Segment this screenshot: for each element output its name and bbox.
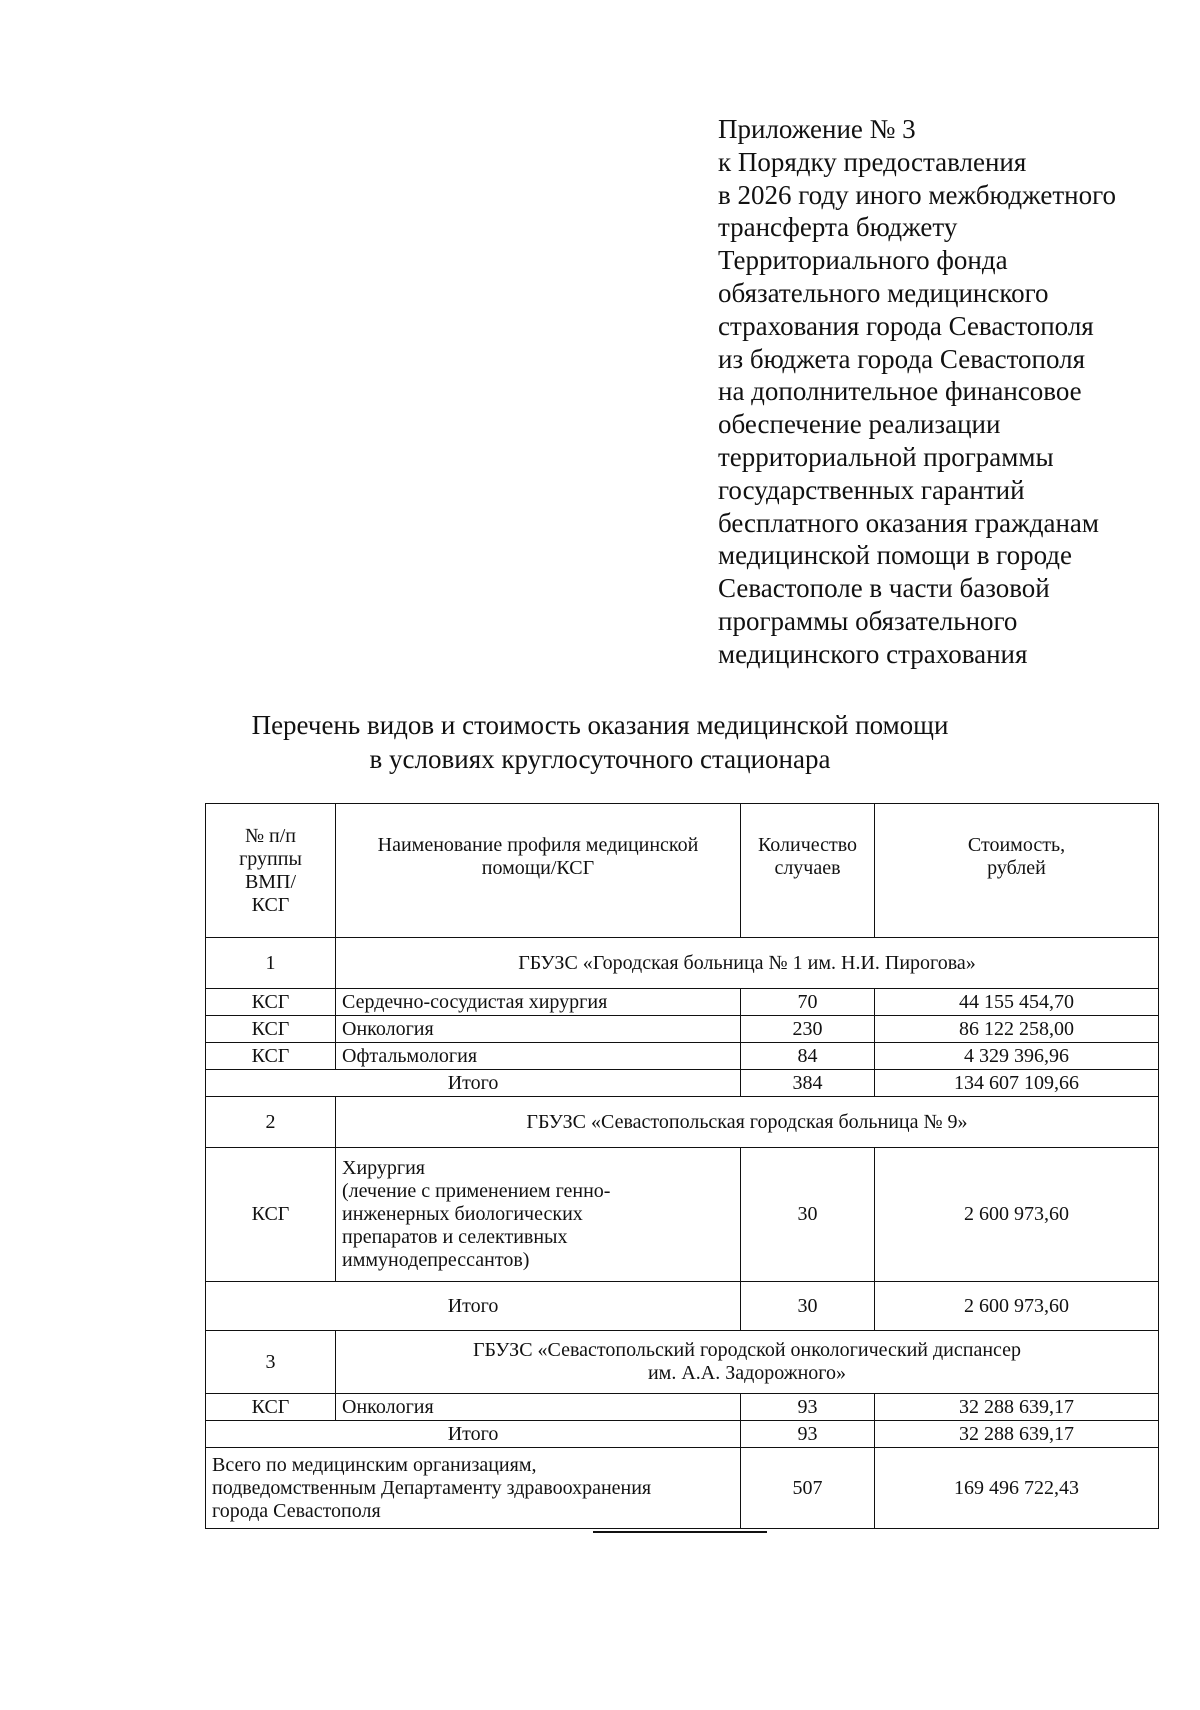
profile-name: Офтальмология <box>336 1043 741 1070</box>
annex-line: к Порядку предоставления <box>718 146 1027 177</box>
org-num: 3 <box>206 1331 336 1394</box>
document-title <box>150 708 1050 776</box>
annex-line: трансферта бюджету <box>718 212 958 243</box>
cost-value: 86 122 258,00 <box>875 1016 1159 1043</box>
annex-line: территориальной программы <box>718 441 1054 472</box>
org-row <box>206 1097 1159 1148</box>
services-table <box>205 803 1159 1529</box>
cost-value: 2 600 973,60 <box>875 1148 1159 1282</box>
profile-name: Сердечно-сосудистая хирургия <box>336 989 741 1016</box>
ksg-code: КСГ <box>206 1043 336 1070</box>
total-cost: 134 607 109,66 <box>875 1070 1159 1097</box>
ksg-code: КСГ <box>206 1016 336 1043</box>
total-row <box>206 1282 1159 1331</box>
org-row <box>206 938 1159 989</box>
table-header-row <box>206 804 1159 938</box>
end-divider <box>593 1531 767 1533</box>
org-num: 1 <box>206 938 336 989</box>
ksg-code: КСГ <box>206 989 336 1016</box>
cost-value: 4 329 396,96 <box>875 1043 1159 1070</box>
table-row <box>206 989 1159 1016</box>
grand-total-count: 507 <box>741 1448 875 1529</box>
grand-total-label: Всего по медицинским организациям, подведомственным Департаменту здравоохранения города Севастополя <box>206 1448 741 1529</box>
table-row <box>206 1394 1159 1421</box>
total-row <box>206 1421 1159 1448</box>
total-label: Итого <box>206 1070 741 1097</box>
case-count: 84 <box>741 1043 875 1070</box>
header-count: Количество случаев <box>741 804 875 938</box>
org-num: 2 <box>206 1097 336 1148</box>
cost-value: 32 288 639,17 <box>875 1394 1159 1421</box>
case-count: 70 <box>741 989 875 1016</box>
total-cost: 2 600 973,60 <box>875 1282 1159 1331</box>
ksg-code: КСГ <box>206 1394 336 1421</box>
table-row <box>206 1043 1159 1070</box>
total-count: 93 <box>741 1421 875 1448</box>
annex-line: из бюджета города Севастополя <box>718 343 1085 374</box>
org-name: ГБУЗС «Городская больница № 1 им. Н.И. Пирогова» <box>336 938 1159 989</box>
total-count: 384 <box>741 1070 875 1097</box>
org-row <box>206 1331 1159 1394</box>
profile-name: Онкология <box>336 1394 741 1421</box>
org-name: ГБУЗС «Севастопольский городской онкологический диспансер им. А.А. Задорожного» <box>336 1331 1159 1394</box>
table-row <box>206 1016 1159 1043</box>
annex-line: Севастополе в части базовой <box>718 573 1050 604</box>
header-num: № п/п группы ВМП/ КСГ <box>206 804 336 938</box>
annex-block <box>718 113 1178 671</box>
table-row <box>206 1148 1159 1282</box>
org-name: ГБУЗС «Севастопольская городская больница № 9» <box>336 1097 1159 1148</box>
total-label: Итого <box>206 1282 741 1331</box>
annex-line: страхования города Севастополя <box>718 310 1094 341</box>
annex-line: медицинского страхования <box>718 638 1028 669</box>
grand-total-row <box>206 1448 1159 1529</box>
annex-line: на дополнительное финансовое <box>718 376 1082 407</box>
case-count: 93 <box>741 1394 875 1421</box>
header-profile: Наименование профиля медицинской помощи/КСГ <box>336 804 741 938</box>
cost-value: 44 155 454,70 <box>875 989 1159 1016</box>
profile-name: Онкология <box>336 1016 741 1043</box>
annex-line: бесплатного оказания гражданам <box>718 507 1099 538</box>
title-line-1: Перечень видов и стоимость оказания медицинской помощи <box>251 710 949 740</box>
annex-line: государственных гарантий <box>718 474 1025 505</box>
annex-line: обеспечение реализации <box>718 409 1001 440</box>
ksg-code: КСГ <box>206 1148 336 1282</box>
total-cost: 32 288 639,17 <box>875 1421 1159 1448</box>
annex-line: Территориального фонда <box>718 245 1008 276</box>
total-count: 30 <box>741 1282 875 1331</box>
title-line-2: в условиях круглосуточного стационара <box>369 744 831 774</box>
header-cost: Стоимость, рублей <box>875 804 1159 938</box>
case-count: 30 <box>741 1148 875 1282</box>
case-count: 230 <box>741 1016 875 1043</box>
total-row <box>206 1070 1159 1097</box>
annex-line: Приложение № 3 <box>718 114 916 144</box>
annex-line: обязательного медицинского <box>718 277 1049 308</box>
total-label: Итого <box>206 1421 741 1448</box>
profile-name: Хирургия (лечение с применением генно- инженерных биологических препаратов и селективных иммунодепрессантов) <box>336 1148 741 1282</box>
annex-line: программы обязательного <box>718 605 1018 636</box>
annex-line: в 2026 году иного межбюджетного <box>718 179 1116 210</box>
annex-line: медицинской помощи в городе <box>718 540 1073 571</box>
grand-total-cost: 169 496 722,43 <box>875 1448 1159 1529</box>
